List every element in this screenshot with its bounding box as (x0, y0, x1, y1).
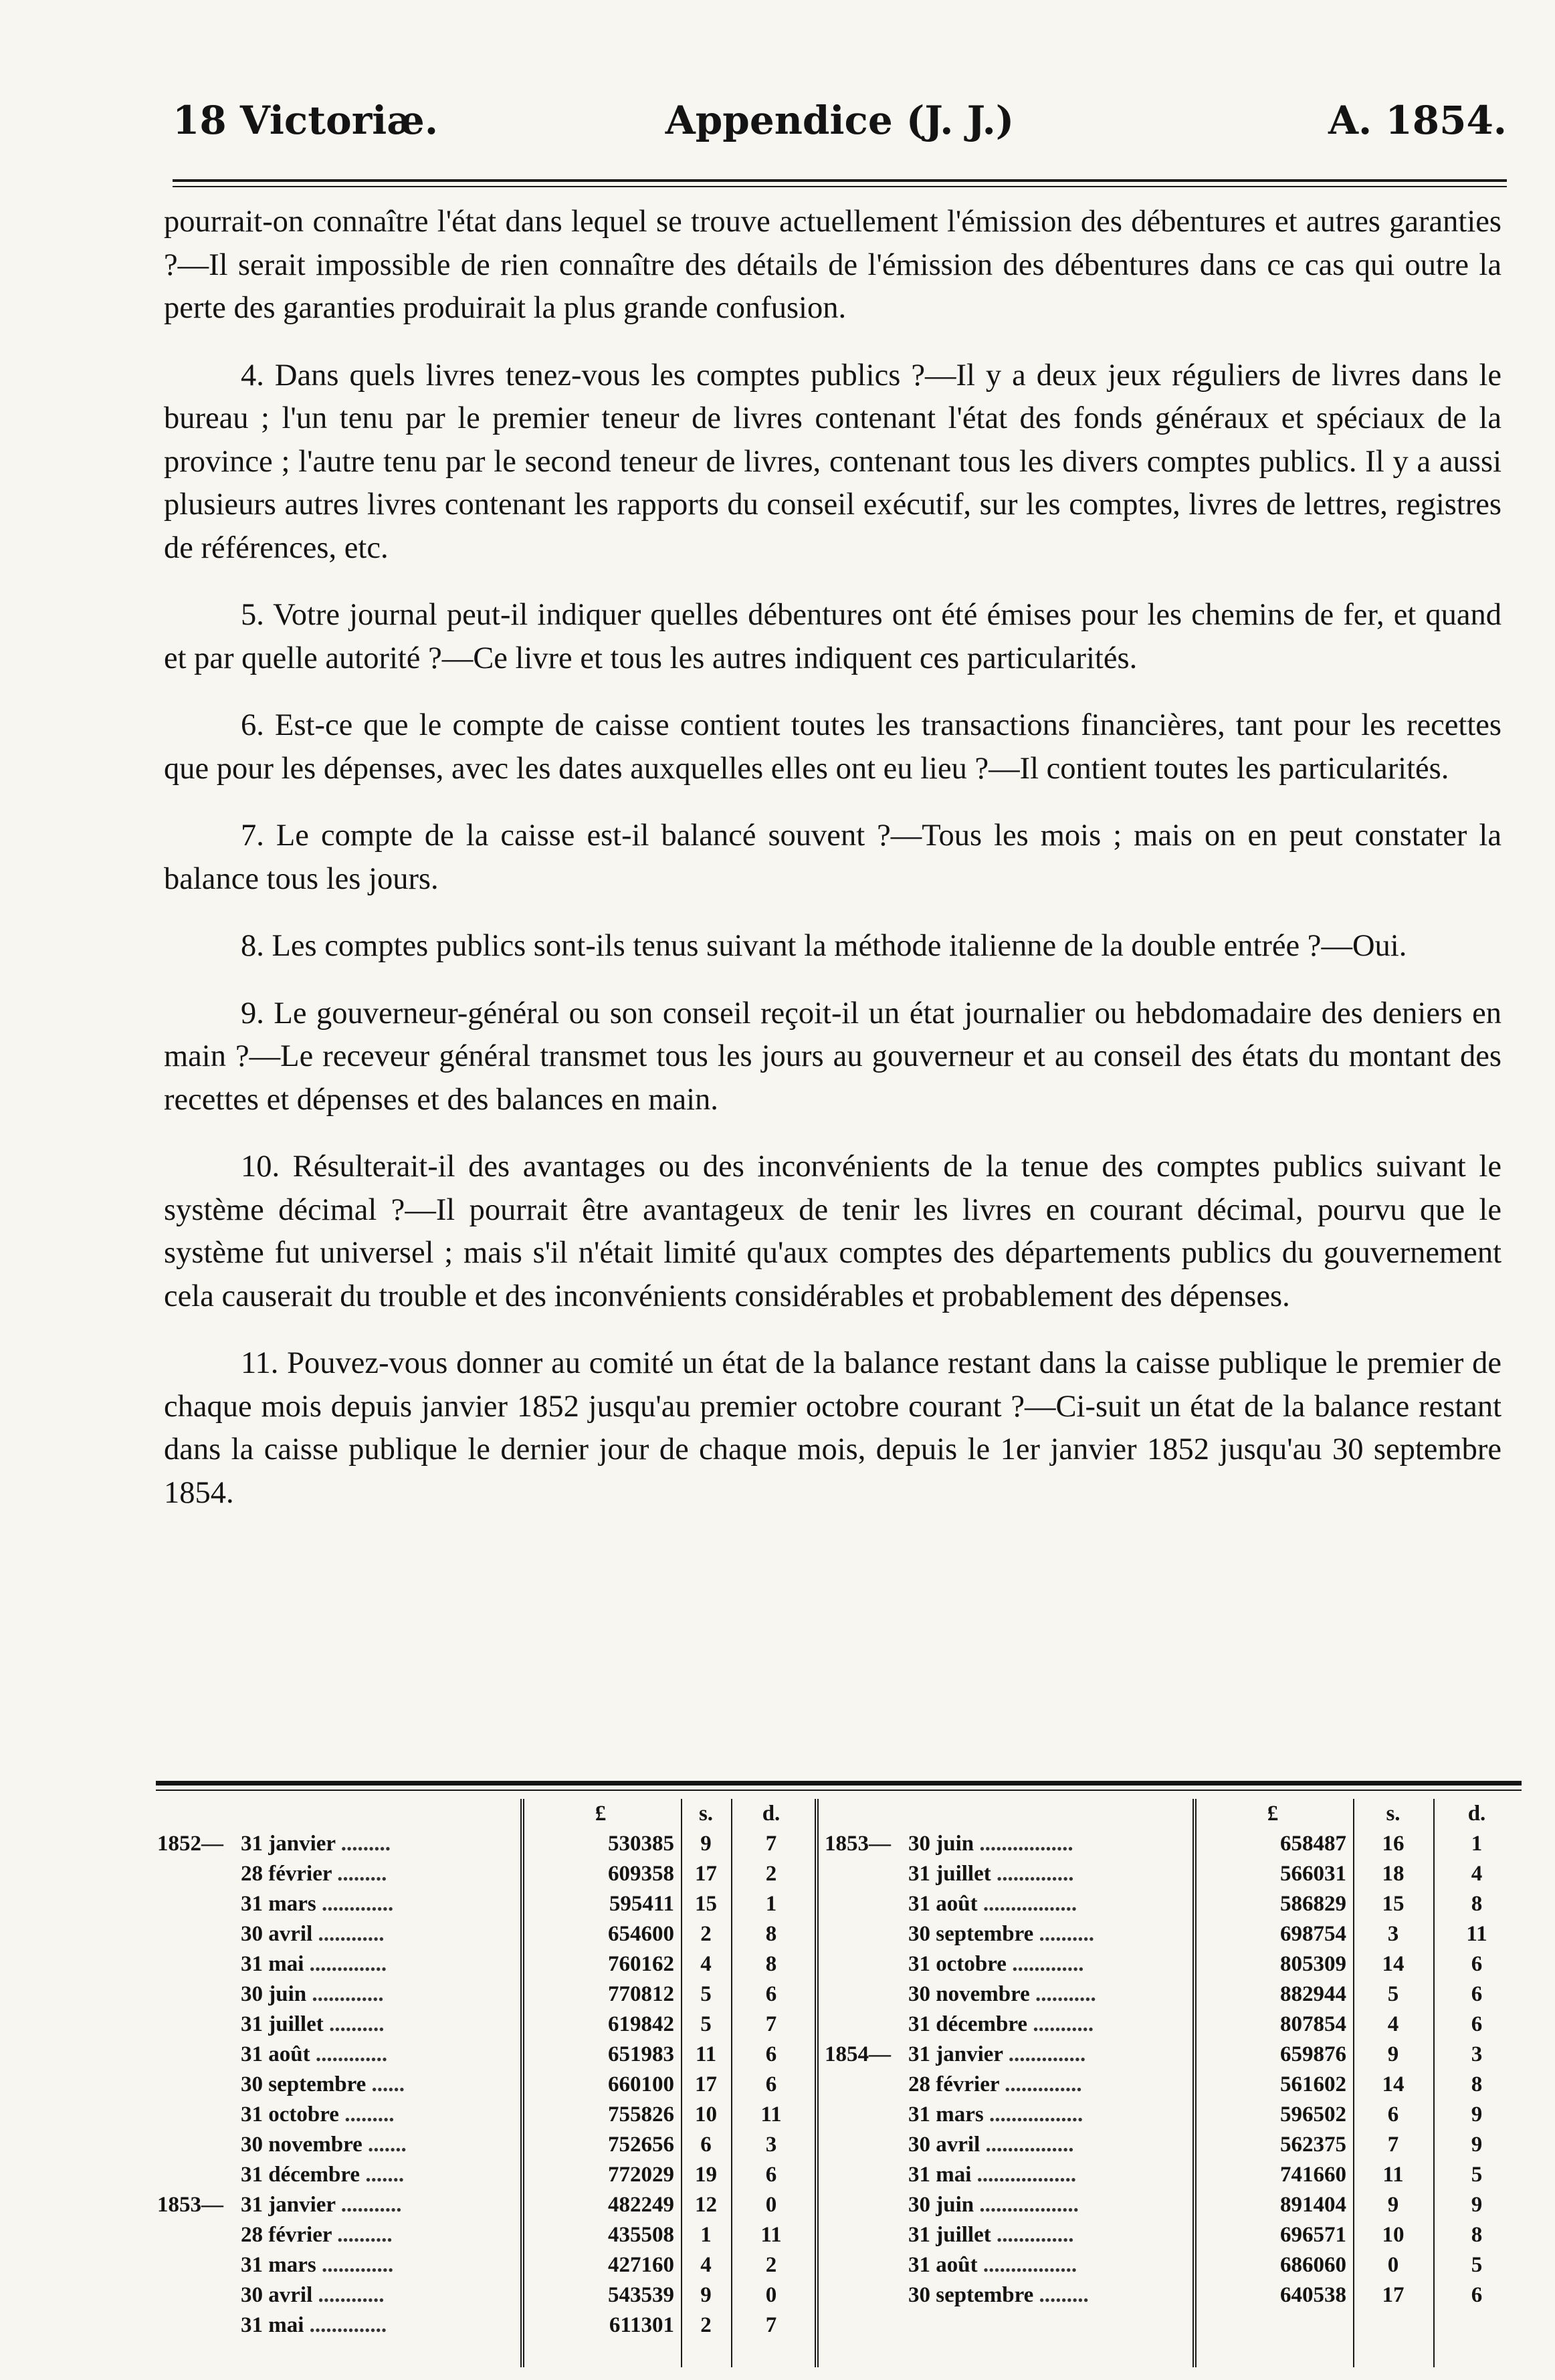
question-4: 4. Dans quels livres tenez-vous les comptes publics ?—Il y a deux jeux réguliers de livres dans le bureau ; l'un tenu par le premier teneur de livres contenant l'état des fonds généraux et spéciaux de la province ; l'autre tenu par le second teneur de livres, contenant tous les divers comptes publics. Il y a aussi plusieurs autres livres contenant les rapports du conseil exécutif, sur les comptes, livres de lettres, registres de références, etc. (164, 358, 1501, 565)
table-cell: 596502 (1280, 2102, 1346, 2127)
table-row-label: 30 avril ............ (241, 2283, 385, 2307)
table-cell: 7 (765, 2313, 777, 2337)
table-divider (681, 1799, 682, 2367)
table-cell: 543539 (608, 2283, 674, 2307)
table-row-label: 1853— 30 juin ................. (825, 1832, 1073, 1856)
table-row-label: 31 mai .............. (241, 2313, 387, 2337)
table-rule-thick (156, 1781, 1522, 1786)
table-cell: 8 (765, 1922, 777, 1946)
table-row-label: 30 avril ............ (241, 1922, 385, 1946)
table-cell: 3 (1387, 1922, 1399, 1946)
table-row-label: 31 octobre ......... (241, 2102, 395, 2127)
question-9: 9. Le gouverneur-général ou son conseil reçoit-il un état journalier ou hebdomadaire des deniers en main ?—Le receveur général transmet tous les jours au gouverneur et au conseil des états du montant des recettes et dépenses et des balances en main. (164, 996, 1501, 1117)
paragraph-continuation: pourrait-on connaître l'état dans lequel se trouve actuellement l'émission des débentures et autres garanties ?—Il serait impossible de rien connaître des détails de l'émission des débentures dans ce cas qui outre la perte des garanties produirait la plus grande confusion. (164, 205, 1501, 325)
table-cell: 11 (1382, 2163, 1404, 2187)
table-cell: 6 (765, 1982, 777, 2006)
table-row-label: 31 octobre ............. (908, 1952, 1084, 1976)
table-cell: 755826 (608, 2102, 674, 2127)
table-row-label: 28 février ......... (241, 1862, 387, 1886)
table-cell: 658487 (1280, 1832, 1346, 1856)
table-cell: 0 (765, 2283, 777, 2307)
table-cell: 0 (765, 2193, 777, 2217)
table-cell: 18 (1382, 1862, 1405, 1886)
table-cell: 752656 (608, 2133, 674, 2157)
table-cell: 9 (1471, 2102, 1483, 2127)
table-cell: 8 (765, 1952, 777, 1976)
table-cell: 586829 (1280, 1892, 1346, 1916)
right-pounds-column (1199, 1829, 1346, 2310)
header-left: 18 Victoriæ. (173, 98, 439, 143)
header-pence-right: d. (1467, 1802, 1486, 1826)
table-cell: 2 (700, 2313, 712, 2337)
table-cell: 807854 (1280, 2012, 1346, 2036)
table-cell: 562375 (1280, 2133, 1346, 2157)
table-row-label: 31 mai .................. (908, 2163, 1077, 2187)
table-cell: 4 (700, 2253, 712, 2277)
running-header (173, 94, 1507, 147)
table-cell: 17 (695, 2072, 717, 2096)
header-pounds-right: £ (1267, 1802, 1279, 1826)
table-cell: 9 (700, 1832, 712, 1856)
table-cell: 17 (695, 1862, 717, 1886)
table-divider (1433, 1799, 1435, 2367)
table-cell: 19 (695, 2163, 717, 2187)
table-row-label: 28 février .............. (908, 2072, 1082, 2096)
table-cell: 5 (1471, 2253, 1483, 2277)
table-row-label: 31 août ................. (908, 1892, 1077, 1916)
table-divider (1353, 1799, 1354, 2367)
table-cell: 3 (1471, 2042, 1483, 2066)
table-cell: 8 (1471, 1892, 1483, 1916)
table-cell: 595411 (609, 1892, 674, 1916)
table-row-label: 30 juin .................. (908, 2193, 1079, 2217)
table-cell: 698754 (1280, 1922, 1346, 1946)
header-rule-thin (173, 186, 1507, 187)
table-cell: 530385 (608, 1832, 674, 1856)
table-row-label: 31 août ............. (241, 2042, 388, 2066)
table-cell: 9 (700, 2283, 712, 2307)
question-6: 6. Est-ce que le compte de caisse contient toutes les transactions financières, tant pour les recettes que pour les dépenses, avec les dates auxquelles elles ont eu lieu ?—Il contient toutes les particularités. (164, 708, 1501, 786)
table-cell: 15 (695, 1892, 717, 1916)
table-cell: 435508 (608, 2223, 674, 2247)
table-cell: 5 (700, 1982, 712, 2006)
table-cell: 9 (1387, 2193, 1399, 2217)
table-divider (520, 1799, 524, 2367)
table-cell: 772029 (608, 2163, 674, 2187)
table-cell: 11 (695, 2042, 717, 2066)
table-cell: 482249 (608, 2193, 674, 2217)
table-cell: 6 (700, 2133, 712, 2157)
right-pence-column (1437, 1829, 1517, 2310)
header-pounds-left: £ (595, 1802, 607, 1826)
table-row-label: 31 mars ............. (241, 2253, 394, 2277)
header-shillings-right: s. (1386, 1802, 1401, 1826)
table-cell: 651983 (608, 2042, 674, 2066)
table-cell: 14 (1382, 2072, 1405, 2096)
table-rule-thin (156, 1790, 1522, 1791)
right-date-column (825, 1829, 1186, 2310)
table-row-label: 30 septembre ...... (241, 2072, 405, 2096)
table-row-label: 31 juillet .............. (908, 1862, 1074, 1886)
table-cell: 6 (1471, 1952, 1483, 1976)
table-row-label: 30 septembre .......... (908, 1922, 1095, 1946)
table-cell: 5 (1471, 2163, 1483, 2187)
table-row-label: 31 décembre ....... (241, 2163, 405, 2187)
table-cell: 0 (1387, 2253, 1399, 2277)
table-row-label: 31 juillet .......... (241, 2012, 385, 2036)
table-cell: 7 (765, 1832, 777, 1856)
table-row-label: 30 juin ............. (241, 1982, 384, 2006)
question-10: 10. Résulterait-il des avantages ou des inconvénients de la tenue des comptes publics suivant le système décimal ?—Il pourrait être avantageux de tenir les livres en courant décimal, pourvu que le système fut universel ; mais s'il n'était limité qu'aux comptes des départements publics du gouvernement cela causerait du trouble et des inconvénients considérables et probablement des dépenses. (164, 1150, 1501, 1313)
table-cell: 8 (1471, 2223, 1483, 2247)
table-cell: 2 (765, 2253, 777, 2277)
balance-table (156, 1799, 1522, 2367)
table-cell: 14 (1382, 1952, 1405, 1976)
table-row-label: 1853— 31 janvier ........... (157, 2193, 402, 2217)
table-cell: 7 (765, 2012, 777, 2036)
table-cell: 566031 (1280, 1862, 1346, 1886)
table-row-label: 31 mai .............. (241, 1952, 387, 1976)
table-cell: 1 (1471, 1832, 1483, 1856)
table-cell: 640538 (1280, 2283, 1346, 2307)
table-cell: 561602 (1280, 2072, 1346, 2096)
header-center: Appendice (J. J.) (665, 98, 1015, 143)
table-cell: 10 (1382, 2223, 1405, 2247)
table-cell: 805309 (1280, 1952, 1346, 1976)
table-cell: 11 (760, 2102, 782, 2127)
table-cell: 654600 (608, 1922, 674, 1946)
body-text (164, 201, 1501, 1539)
table-cell: 8 (1471, 2072, 1483, 2096)
table-cell: 427160 (608, 2253, 674, 2277)
table-row-label: 1854— 31 janvier .............. (825, 2042, 1086, 2066)
question-5: 5. Votre journal peut-il indiquer quelles débentures ont été émises pour les chemins de fer, et quand et par quelle autorité ?—Ce livre et tous les autres indiquent ces particularités. (164, 598, 1501, 675)
header-rule-thick (173, 179, 1507, 182)
question-7: 7. Le compte de la caisse est-il balancé souvent ?—Tous les mois ; mais on en peut constater la balance tous les jours. (164, 819, 1501, 896)
header-pence-left: d. (762, 1802, 781, 1826)
table-cell: 882944 (1280, 1982, 1346, 2006)
table-cell: 741660 (1280, 2163, 1346, 2187)
table-row-label: 30 septembre ......... (908, 2283, 1089, 2307)
table-cell: 3 (765, 2133, 777, 2157)
table-cell: 17 (1382, 2283, 1405, 2307)
table-cell: 609358 (608, 1862, 674, 1886)
header-shillings-left: s. (698, 1802, 714, 1826)
table-row-label: 28 février .......... (241, 2223, 393, 2247)
table-cell: 6 (1471, 2283, 1483, 2307)
table-cell: 9 (1387, 2042, 1399, 2066)
table-cell: 2 (765, 1862, 777, 1886)
table-divider (731, 1799, 732, 2367)
table-cell: 659876 (1280, 2042, 1346, 2066)
table-row-label: 31 mars ............. (241, 1892, 394, 1916)
table-cell: 6 (1387, 2102, 1399, 2127)
table-cell: 891404 (1280, 2193, 1346, 2217)
table-cell: 5 (700, 2012, 712, 2036)
table-cell: 2 (700, 1922, 712, 1946)
table-cell: 1 (700, 2223, 712, 2247)
question-11: 11. Pouvez-vous donner au comité un état de la balance restant dans la caisse publique le premier de chaque mois depuis janvier 1852 jusqu'au premier octobre courant ?—Ci-suit un état de la balance restant dans la caisse publique le dernier jour de chaque mois, depuis le 1er janvier 1852 jusqu'au 30 septembre 1854. (164, 1346, 1501, 1510)
table-cell: 15 (1382, 1892, 1405, 1916)
table-cell: 660100 (608, 2072, 674, 2096)
table-cell: 611301 (609, 2313, 674, 2337)
left-pence-column (734, 1829, 808, 2341)
table-row-label: 31 mars ................. (908, 2102, 1083, 2127)
table-cell: 10 (695, 2102, 717, 2127)
table-cell: 770812 (608, 1982, 674, 2006)
table-cell: 4 (1387, 2012, 1399, 2036)
left-pounds-column (527, 1829, 674, 2341)
table-cell: 6 (1471, 1982, 1483, 2006)
table-cell: 619842 (608, 2012, 674, 2036)
table-cell: 9 (1471, 2133, 1483, 2157)
table-row-label: 31 août ................. (908, 2253, 1077, 2277)
header-right: A. 1854. (1328, 98, 1507, 143)
table-cell: 9 (1471, 2193, 1483, 2217)
table-row-label: 30 novembre ........... (908, 1982, 1096, 2006)
table-cell: 5 (1387, 1982, 1399, 2006)
table-cell: 6 (765, 2163, 777, 2187)
table-cell: 4 (1471, 1862, 1483, 1886)
table-cell: 760162 (608, 1952, 674, 1976)
table-cell: 696571 (1280, 2223, 1346, 2247)
table-row-label: 31 juillet .............. (908, 2223, 1074, 2247)
table-cell: 1 (765, 1892, 777, 1916)
table-row-label: 31 décembre ........... (908, 2012, 1094, 2036)
table-cell: 6 (765, 2042, 777, 2066)
right-shillings-column (1356, 1829, 1430, 2310)
table-cell: 11 (760, 2223, 782, 2247)
left-date-column (157, 1829, 515, 2341)
table-cell: 11 (1466, 1922, 1487, 1946)
table-row-label: 30 novembre ....... (241, 2133, 407, 2157)
left-shillings-column (684, 1829, 728, 2341)
table-divider (1193, 1799, 1197, 2367)
question-8: 8. Les comptes publics sont-ils tenus suivant la méthode italienne de la double entrée ?—Oui. (241, 929, 1407, 963)
table-cell: 6 (1471, 2012, 1483, 2036)
table-cell: 4 (700, 1952, 712, 1976)
table-cell: 7 (1387, 2133, 1399, 2157)
table-row-label: 30 avril ................ (908, 2133, 1074, 2157)
table-cell: 686060 (1280, 2253, 1346, 2277)
table-cell: 16 (1382, 1832, 1405, 1856)
table-cell: 12 (695, 2193, 717, 2217)
table-divider (815, 1799, 819, 2367)
table-cell: 6 (765, 2072, 777, 2096)
table-row-label: 1852— 31 janvier ......... (157, 1832, 391, 1856)
